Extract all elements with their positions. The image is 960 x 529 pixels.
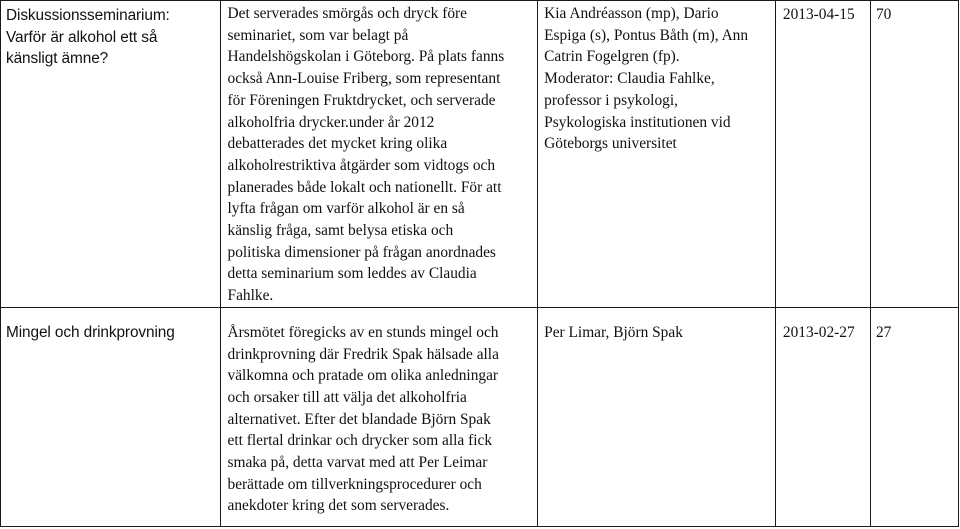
event-date-cell [775, 307, 870, 526]
event-participants-cell [538, 307, 776, 526]
event-description-cell [220, 307, 538, 526]
event-date: 2013-02-27 [782, 323, 855, 341]
event-count-cell [870, 1, 958, 308]
event-title: Mingel och drinkprovning [6, 323, 175, 341]
event-date: 2013-04-15 [782, 6, 855, 23]
event-description: Det serverades smörgås och dryck före seminariet, som var belagt på Handelshögskolan i Göteborg. På plats fanns också Ann-Louise Friberg, som representant för Föreningen Fruktdrycket, och serverade alkoholfria drycker.under år 2012 debatterades det mycket kring olika alkoholrestriktiva åtgärder som vidtogs och planerades både lokalt och nationellt. För att lyfta frågan om varför alkohol är en så känslig fråga, samt belysa etiska och politiska dimensioner på frågan anordnades detta seminarium som leddes av Claudia Fahlke. [227, 5, 505, 305]
table-row [1, 1, 959, 308]
event-title: Diskussionsseminarium: Varför är alkohol ett så känsligt ämne? [6, 7, 170, 67]
event-description-cell [220, 1, 538, 308]
event-description: Årsmötet föregicks av en stunds mingel och drinkprovning där Fredrik Spak hälsade alla välkomna och pratade om olika anledningar och orsaker till att välja det alkoholfria alternativet. Efter det blandade Björn Spak ett flertal drinkar och drycker som alla fick smaka på, detta varvat med att Per Leimar berättade om tillverkningsprocedurer och anekdoter kring det som serverades. [227, 323, 499, 515]
table-row [1, 307, 959, 526]
event-count-cell [870, 307, 958, 526]
event-title-cell [1, 307, 221, 526]
event-participants: Per Limar, Björn Spak [544, 323, 683, 341]
event-attendee-count: 27 [875, 323, 892, 341]
event-participants: Kia Andréasson (mp), Dario Espiga (s), Pontus Båth (m), Ann Catrin Fogelgren (fp). Moderator: Claudia Fahlke, professor i psykologi, Psykologiska institutionen vid Göteborgs universitet [544, 5, 749, 153]
event-date-cell [775, 1, 870, 308]
event-participants-cell [538, 1, 776, 308]
event-title-cell [1, 1, 221, 308]
event-attendee-count: 70 [875, 6, 892, 23]
